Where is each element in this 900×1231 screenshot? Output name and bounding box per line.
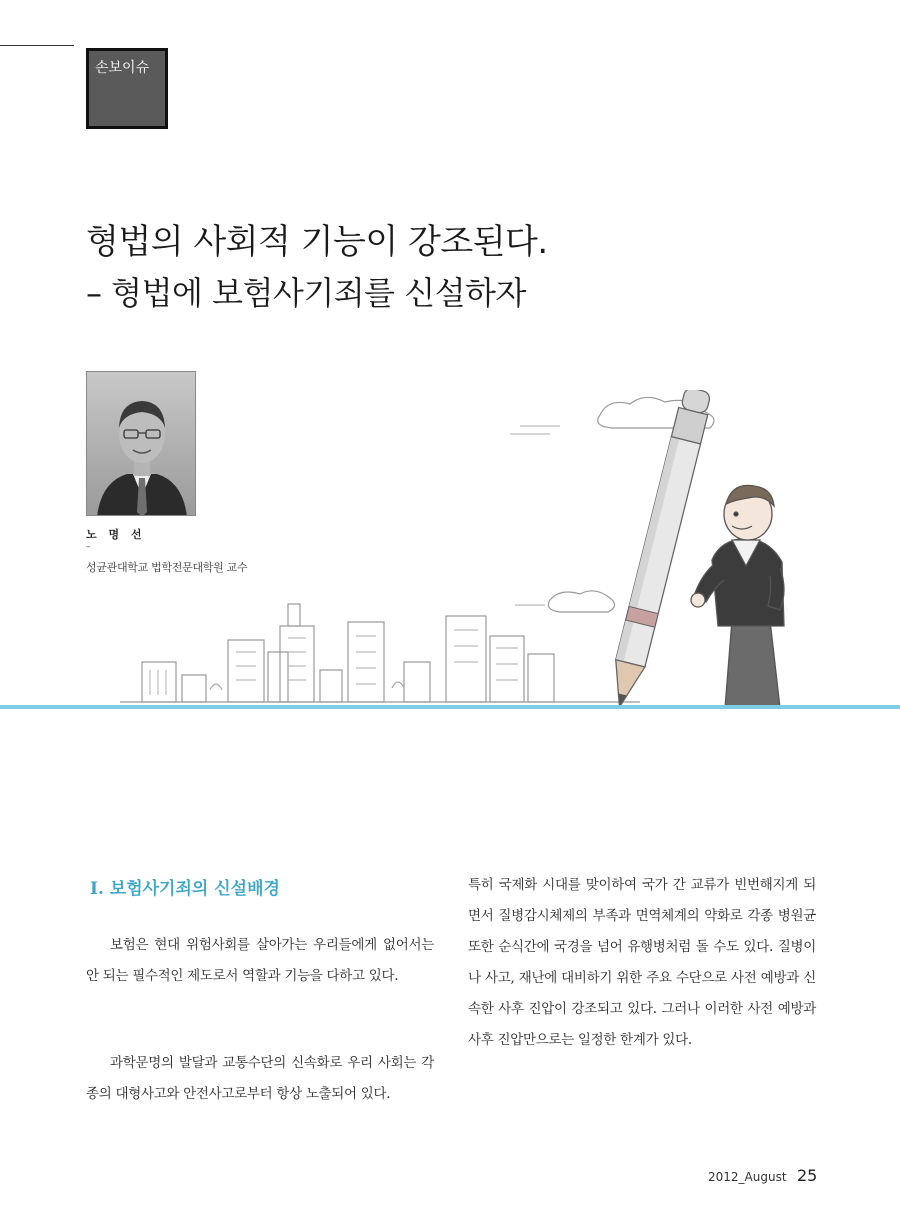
body-paragraph-3: 특히 국제화 시대를 맞이하여 국가 간 교류가 빈번해지게 되면서 질병감시체제의 부족과 면역체계의 약화로 각종 병원균 또한 순식간에 국경을 넘어 유행병처럼 돌 수도 있다. 질병이나 사고, 재난에 대비하기 위한 주요 수단으로 사전 예방과 신속한 사후 진압이 강조되고 있다. 그러나 이러한 사전 예방과 사후 진압만으로는 일정한 한계가 있다. [468,877,816,1048]
article-title: 형법의 사회적 기능이 강조된다. [86,222,548,262]
section-heading: Ⅰ. 보험사기죄의 신설배경 [90,879,280,899]
author-name: 노 명 선 [86,528,146,541]
author-affiliation: 성균관대학교 법학전문대학원 교수 [86,561,248,574]
footer-date: 2012_August [708,1170,787,1184]
page-number: 25 [797,1166,818,1185]
section-label: 손보이슈 [95,60,150,76]
body-paragraph-1: 보험은 현대 위험사회를 살아가는 우리들에게 없어서는 안 되는 필수적인 제도로서 역할과 기능을 다하고 있다. [86,937,434,984]
divider-line [0,705,900,709]
body-paragraph-2: 과학문명의 발달과 교통수단의 신속화로 우리 사회는 각종의 대형사고와 안전사고로부터 항상 노출되어 있다. [86,1055,434,1102]
illustration-city-pencil [120,390,900,708]
section-tag [86,48,168,129]
author-dash: – [86,542,91,552]
top-rule [0,45,74,46]
article-subtitle: – 형법에 보험사기죄를 신설하자 [86,274,526,312]
